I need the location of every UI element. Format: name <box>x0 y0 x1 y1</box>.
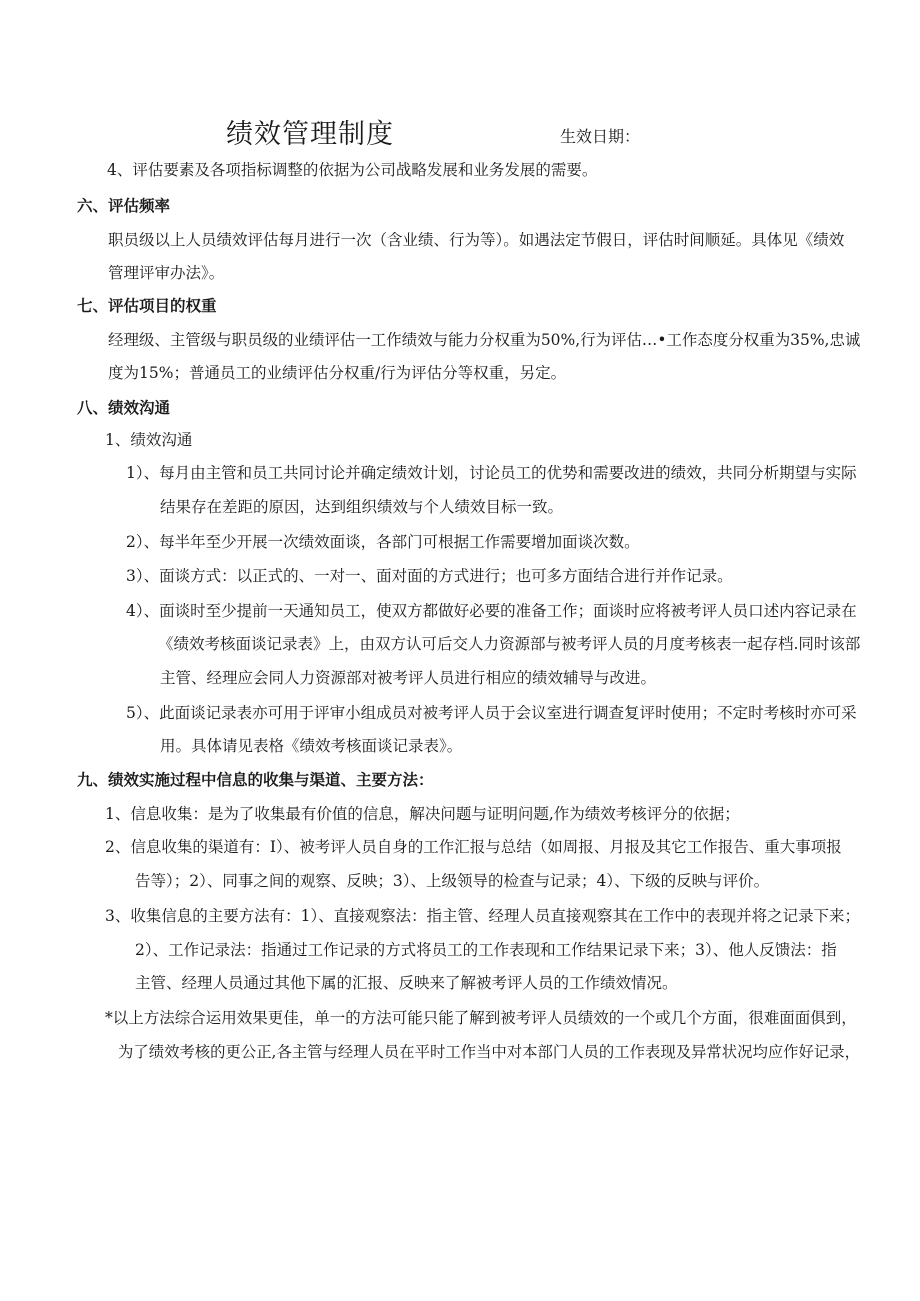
paragraph-line: 用。具体请见表格《绩效考核面谈记录表》。 <box>160 737 463 755</box>
paragraph-line: 3、收集信息的主要方法有：1）、直接观察法：指主管、经理人员直接观察其在工作中的表现并将之记录下来； <box>105 907 861 925</box>
section-heading-9: 九、绩效实施过程中信息的收集与渠道、主要方法： <box>77 771 434 789</box>
section-heading-8: 八、绩效沟通 <box>77 399 171 417</box>
paragraph-line: 2）、工作记录法：指通过工作记录的方式将员工的工作表现和工作结果记录下来；3）、他人反馈法：指 <box>135 941 837 959</box>
paragraph-line: 4）、面谈时至少提前一天通知员工，使双方都做好必要的准备工作；面谈时应将被考评人员口述内容记录在 <box>126 602 857 620</box>
paragraph-line: 1）、每月由主管和员工共同讨论并确定绩效计划，讨论员工的优势和需要改进的绩效，共同分析期望与实际 <box>126 464 857 482</box>
paragraph-line: 《绩效考核面谈记录表》上，由双方认可后交人力资源部与被考评人员的月度考核表一起存档.同时该部 <box>158 635 861 653</box>
paragraph-line: 3）、面谈方式：以正式的、一对一、面对面的方式进行；也可多方面结合进行并作记录。 <box>126 567 733 585</box>
paragraph-line: 度为15%；普通员工的业绩评估分权重/行为评估分等权重，另定。 <box>108 364 567 382</box>
section-heading-7: 七、评估项目的权重 <box>77 297 217 315</box>
paragraph-line: 4、评估要素及各项指标调整的依据为公司战略发展和业务发展的需要。 <box>107 161 598 179</box>
paragraph-line: 职员级以上人员绩效评估每月进行一次（含业绩、行为等）。如遇法定节假日，评估时间顺延。具体见《绩效 <box>108 231 845 249</box>
document-title: 绩效管理制度 <box>226 119 394 150</box>
paragraph-line: 管理评审办法》。 <box>108 264 225 282</box>
effective-date-label: 生效日期： <box>560 127 641 146</box>
paragraph-line: 2）、每半年至少开展一次绩效面谈，各部门可根据工作需要增加面谈次数。 <box>126 533 640 551</box>
paragraph-line: 告等）；2）、同事之间的观察、反映；3）、上级领导的检查与记录；4）、下级的反映与评价。 <box>135 872 770 890</box>
paragraph-line: *以上方法综合运用效果更佳，单一的方法可能只能了解到被考评人员绩效的一个或几个方面，很难面面俱到， <box>105 1009 857 1027</box>
paragraph-line: 为了绩效考核的更公正,各主管与经理人员在平时工作当中对本部门人员的工作表现及异常状况均应作好记录， <box>118 1043 860 1061</box>
paragraph-line: 5）、此面谈记录表亦可用于评审小组成员对被考评人员于会议室进行调查复评时使用；不定时考核时亦可采 <box>126 704 857 722</box>
paragraph-line: 1、信息收集：是为了收集最有价值的信息，解决问题与证明问题,作为绩效考核评分的依据； <box>105 805 740 823</box>
paragraph-line: 经理级、主管级与职员级的业绩评估一工作绩效与能力分权重为50%,行为评估…•工作态度分权重为35%,忠诚 <box>108 331 861 349</box>
paragraph-line: 主管、经理人员通过其他下属的汇报、反映来了解被考评人员的工作绩效情况。 <box>135 974 678 992</box>
paragraph-line: 结果存在差距的原因，达到组织绩效与个人绩效目标一致。 <box>160 498 564 516</box>
section-heading-6: 六、评估频率 <box>77 197 171 215</box>
paragraph-line: 主管、经理应会同人力资源部对被考评人员进行相应的绩效辅导与改进。 <box>160 669 657 687</box>
paragraph-line: 2、信息收集的渠道有：I）、被考评人员自身的工作汇报与总结（如周报、月报及其它工作报告、重大事项报 <box>105 838 842 856</box>
paragraph-line: 1、绩效沟通 <box>105 431 193 449</box>
